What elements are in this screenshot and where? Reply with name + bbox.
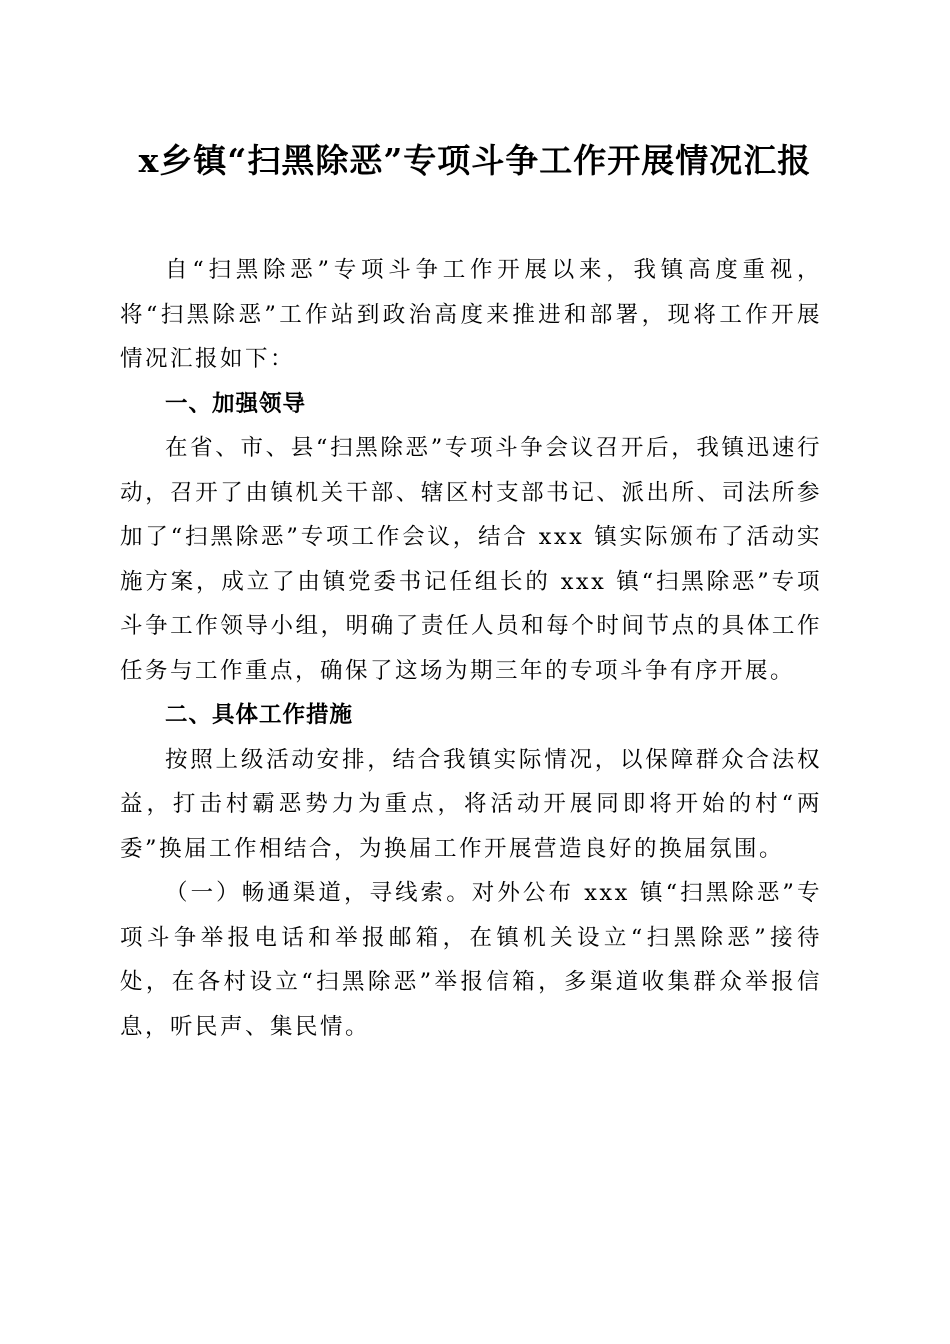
section-heading-2: 二、具体工作措施: [165, 702, 354, 728]
subsection-text-1: 对外公布 xxx 镇“扫黑除恶”专项斗争举报电话和举报邮箱，在镇机关设立“扫黑除恶”接待处，在各村设立“扫黑除恶”举报信箱，多渠道收集群众举报信息，听民声、集民情。: [120, 880, 822, 1040]
document-title: x乡镇“扫黑除恶”专项斗争工作开展情况汇报: [138, 141, 812, 180]
subsection-paragraph-1: [120, 871, 822, 1049]
intro-paragraph: 自“扫黑除恶”专项斗争工作开展以来，我镇高度重视，将“扫黑除恶”工作站到政治高度来推进和部署，现将工作开展情况汇报如下：: [120, 257, 822, 372]
section-paragraph-2: 按照上级活动安排，结合我镇实际情况，以保障群众合法权益，打击村霸恶势力为重点，将活动开展同即将开始的村“两委”换届工作相结合，为换届工作开展营造良好的换届氛围。: [120, 746, 822, 862]
section-paragraph-1: 在省、市、县“扫黑除恶”专项斗争会议召开后，我镇迅速行动，召开了由镇机关干部、辖区村支部书记、派出所、司法所参加了“扫黑除恶”专项工作会议，结合 xxx 镇实际颁布了活动实施方案，成立了由镇党委书记任组长的 xxx 镇“扫黑除恶”专项斗争工作领导小组，明确了责任人员和每个时间节点的具体工作任务与工作重点，确保了这场为期三年的专项斗争有序开展。: [120, 435, 822, 684]
document-body: [120, 248, 822, 1049]
section-heading-1: 一、加强领导: [165, 390, 307, 417]
subsection-lead-1: （一）畅通渠道，寻线索。: [165, 880, 472, 906]
